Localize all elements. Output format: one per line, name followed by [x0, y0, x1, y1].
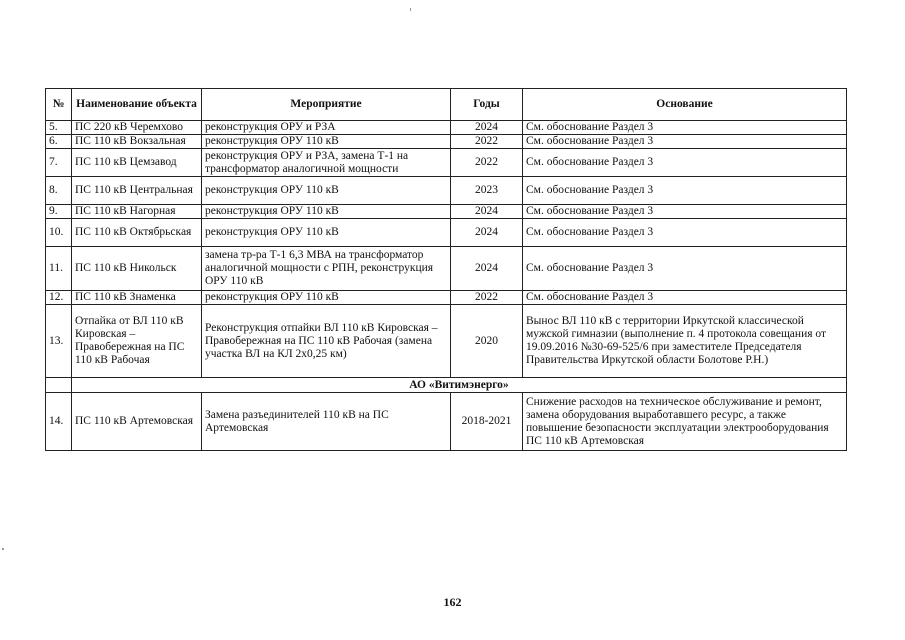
row-basis: См. обоснование Раздел 3	[523, 219, 847, 247]
row-basis: См. обоснование Раздел 3	[523, 247, 847, 291]
section-title: АО «Витимэнерго»	[72, 378, 847, 393]
table-row	[46, 291, 847, 305]
table-row	[46, 393, 847, 451]
row-object: ПС 110 кВ Центральная	[72, 177, 202, 205]
row-measure: реконструкция ОРУ 110 кВ	[202, 135, 451, 149]
row-measure: реконструкция ОРУ 110 кВ	[202, 219, 451, 247]
row-measure: реконструкция ОРУ 110 кВ	[202, 205, 451, 219]
row-measure: реконструкция ОРУ и РЗА, замена Т-1 на трансформатор аналогичной мощности	[202, 149, 451, 177]
row-years: 2024	[451, 219, 523, 247]
row-years: 2024	[451, 247, 523, 291]
row-object: ПС 110 кВ Артемовская	[72, 393, 202, 451]
scan-speck	[2, 548, 4, 550]
row-object: ПС 220 кВ Черемхово	[72, 121, 202, 135]
table-row	[46, 121, 847, 135]
row-object: ПС 110 кВ Никольск	[72, 247, 202, 291]
row-measure: Реконструкция отпайки ВЛ 110 кВ Кировская – Правобережная на ПС 110 кВ Рабочая (замена участка ВЛ на КЛ 2х0,25 км)	[202, 305, 451, 378]
row-years: 2018-2021	[451, 393, 523, 451]
measures-table	[45, 88, 847, 451]
scan-speck	[410, 8, 411, 11]
table-row	[46, 205, 847, 219]
row-measure: Замена разъединителей 110 кВ на ПС Артемовская	[202, 393, 451, 451]
table-row	[46, 219, 847, 247]
row-years: 2020	[451, 305, 523, 378]
row-object: ПС 110 кВ Октябрьская	[72, 219, 202, 247]
row-object: ПС 110 кВ Вокзальная	[72, 135, 202, 149]
row-basis: См. обоснование Раздел 3	[523, 121, 847, 135]
row-basis: Вынос ВЛ 110 кВ с территории Иркутской классической мужской гимназии (выполнение п. 4 протокола совещания от 19.09.2016 №30-69-525/6 при заместителе Председателя Правительства Иркутской области Болотове Р.Н.)	[523, 305, 847, 378]
header-basis: Основание	[523, 89, 847, 121]
row-num: 5.	[46, 121, 72, 135]
section-row	[46, 378, 847, 393]
row-basis: См. обоснование Раздел 3	[523, 177, 847, 205]
row-num: 7.	[46, 149, 72, 177]
row-object: ПС 110 кВ Нагорная	[72, 205, 202, 219]
row-basis: См. обоснование Раздел 3	[523, 205, 847, 219]
row-basis: См. обоснование Раздел 3	[523, 291, 847, 305]
row-object: ПС 110 кВ Знаменка	[72, 291, 202, 305]
table-row	[46, 149, 847, 177]
row-num: 11.	[46, 247, 72, 291]
row-measure: реконструкция ОРУ 110 кВ	[202, 291, 451, 305]
row-measure: замена тр-ра Т-1 6,3 МВА на трансформатор аналогичной мощности с РПН, реконструкция ОРУ 110 кВ	[202, 247, 451, 291]
table-header-row	[46, 89, 847, 121]
row-num: 9.	[46, 205, 72, 219]
row-basis: См. обоснование Раздел 3	[523, 135, 847, 149]
row-years: 2022	[451, 135, 523, 149]
row-years: 2022	[451, 149, 523, 177]
row-years: 2024	[451, 121, 523, 135]
row-num: 8.	[46, 177, 72, 205]
row-object: ПС 110 кВ Цемзавод	[72, 149, 202, 177]
table-row	[46, 247, 847, 291]
row-basis: См. обоснование Раздел 3	[523, 149, 847, 177]
row-num: 14.	[46, 393, 72, 451]
row-num: 6.	[46, 135, 72, 149]
row-object: Отпайка от ВЛ 110 кВ Кировская – Правобережная на ПС 110 кВ Рабочая	[72, 305, 202, 378]
row-measure: реконструкция ОРУ 110 кВ	[202, 177, 451, 205]
table-row	[46, 177, 847, 205]
table-body	[46, 121, 847, 451]
page-number: 162	[443, 595, 462, 609]
row-years: 2024	[451, 205, 523, 219]
table-row	[46, 135, 847, 149]
row-num: 12.	[46, 291, 72, 305]
header-measure: Мероприятие	[202, 89, 451, 121]
row-measure: реконструкция ОРУ и РЗА	[202, 121, 451, 135]
section-num-cell	[46, 378, 72, 393]
table-row	[46, 305, 847, 378]
row-years: 2023	[451, 177, 523, 205]
header-years: Годы	[451, 89, 523, 121]
row-num: 10.	[46, 219, 72, 247]
header-name: Наименование объекта	[72, 89, 202, 121]
row-basis: Снижение расходов на техническое обслуживание и ремонт, замена оборудования выработавшего ресурс, а также повышение безопасности эксплуатации электрооборудования ПС 110 кВ Артемовская	[523, 393, 847, 451]
row-num: 13.	[46, 305, 72, 378]
header-num: №	[46, 89, 72, 121]
row-years: 2022	[451, 291, 523, 305]
